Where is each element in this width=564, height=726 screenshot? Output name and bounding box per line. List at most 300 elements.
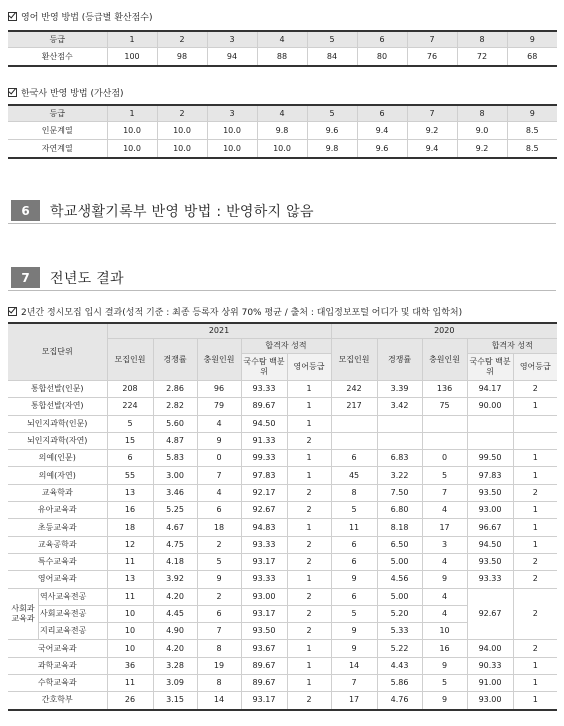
cell: 10.0: [257, 140, 307, 159]
unit-name: 영어교육과: [8, 571, 107, 588]
cell: 94.50: [241, 415, 287, 432]
cell: 3.00: [153, 467, 197, 484]
table-row: [8, 588, 557, 605]
cell: 2: [513, 484, 557, 501]
cell: 11: [107, 588, 153, 605]
cell: 99.33: [241, 450, 287, 467]
cell: 자연계열: [8, 140, 107, 159]
cell: 6: [331, 450, 377, 467]
table-row: [8, 415, 557, 432]
cell: 2: [287, 484, 331, 501]
cell: 93.67: [241, 640, 287, 657]
group-label: 사회과 교육과: [8, 589, 39, 640]
cell: 환산점수: [8, 48, 107, 67]
cell: 9: [422, 571, 467, 588]
cell: 10.0: [157, 140, 207, 159]
table-row: [8, 381, 557, 398]
cell: 3.39: [377, 381, 422, 398]
english-section-title: [8, 10, 153, 23]
cell: 4: [197, 484, 241, 501]
unit-header: 모집단위: [8, 323, 107, 381]
cell: 8: [197, 675, 241, 692]
cell: 93.33: [241, 571, 287, 588]
cell: 3.09: [153, 675, 197, 692]
cell: 0: [422, 450, 467, 467]
table-row: [8, 484, 557, 501]
cell: 4.75: [153, 536, 197, 553]
cell: 7: [197, 623, 241, 640]
cell: 80: [357, 48, 407, 67]
cell: 94: [207, 48, 257, 67]
cell: 90.33: [467, 657, 513, 674]
cell: 17: [331, 692, 377, 710]
cell: 5: [422, 467, 467, 484]
unit-name: 교육학과: [8, 484, 107, 501]
header-cell: 등급: [8, 31, 107, 48]
english-grade-header: 영어등급: [287, 354, 331, 381]
cell: 5.86: [377, 675, 422, 692]
english-grade-header: 영어등급: [513, 354, 557, 381]
korean-history-section-title: [8, 86, 124, 99]
header-cell: 5: [307, 31, 357, 48]
cell: 2: [287, 588, 331, 605]
header-cell: 9: [507, 31, 557, 48]
cell: 3.92: [153, 571, 197, 588]
section-heading: 전년도 결과: [50, 270, 124, 287]
cell: [331, 432, 377, 449]
header-cell: 6: [357, 31, 407, 48]
cell: 0: [197, 450, 241, 467]
cell: 94.17: [467, 381, 513, 398]
cell: [377, 415, 422, 432]
cell: 1: [513, 675, 557, 692]
cell: 7.50: [377, 484, 422, 501]
cell: 5: [197, 553, 241, 570]
pass-header: 합격자 성적: [467, 339, 557, 354]
cell: 97.83: [467, 467, 513, 484]
cell: 242: [331, 381, 377, 398]
unit-name: 의예(자연): [8, 467, 107, 484]
cell: [331, 415, 377, 432]
unit-name: 통합선발(인문): [8, 381, 107, 398]
year-2020-header: 2020: [331, 323, 557, 339]
cell: 14: [197, 692, 241, 710]
cell: 5: [107, 415, 153, 432]
cell: 9: [422, 692, 467, 710]
table-row: [8, 450, 557, 467]
cell: [513, 415, 557, 432]
cell: 10: [107, 640, 153, 657]
cell: 45: [331, 467, 377, 484]
cell: 18: [107, 519, 153, 536]
cell: 4.87: [153, 432, 197, 449]
cell: 9.2: [457, 140, 507, 159]
cell: 93.17: [241, 605, 287, 622]
cell: 96.67: [467, 519, 513, 536]
cell: 5.83: [153, 450, 197, 467]
cell: 4.18: [153, 553, 197, 570]
results-section-title: [8, 305, 462, 318]
cell: 2: [513, 640, 557, 657]
year-2021-header: 2021: [107, 323, 331, 339]
korean-math-header: 국수탐 백분위: [467, 354, 513, 381]
cell: 93.17: [241, 553, 287, 570]
cell: 3.15: [153, 692, 197, 710]
cell: 68: [507, 48, 557, 67]
table-header-row: [8, 31, 557, 48]
cell: 1: [287, 450, 331, 467]
header-cell: 2: [157, 31, 207, 48]
unit-name: 역사교육전공 사회과 교육과: [8, 588, 107, 605]
table-row: [8, 553, 557, 570]
cell: 5: [331, 502, 377, 519]
cell: 8: [197, 640, 241, 657]
quota-header: 모집인원: [107, 339, 153, 381]
cell: 6.83: [377, 450, 422, 467]
cell: 2: [287, 502, 331, 519]
cell: 6: [197, 502, 241, 519]
cell: [467, 415, 513, 432]
cell: 93.17: [241, 692, 287, 710]
cell: 6: [331, 553, 377, 570]
cell: 3.42: [377, 398, 422, 415]
cell: 7: [331, 675, 377, 692]
cell: 1: [287, 467, 331, 484]
cell: 8.5: [507, 122, 557, 140]
table-row: [8, 48, 557, 67]
fill-header: 충원인원: [422, 339, 467, 381]
cell: 55: [107, 467, 153, 484]
cell: 2: [197, 588, 241, 605]
cell: 6: [331, 588, 377, 605]
cell: 4.56: [377, 571, 422, 588]
cell: 1: [287, 571, 331, 588]
checkbox-icon: [8, 88, 17, 97]
unit-name: 의예(인문): [8, 450, 107, 467]
cell: 6: [331, 536, 377, 553]
cell: 72: [457, 48, 507, 67]
cell: 5.25: [153, 502, 197, 519]
merged-score: 92.67: [467, 588, 513, 640]
cell: 136: [422, 381, 467, 398]
cell: 5: [331, 605, 377, 622]
cell: [513, 432, 557, 449]
korean-history-table: [8, 104, 557, 159]
cell: 2: [287, 553, 331, 570]
cell: 4: [422, 553, 467, 570]
header-cell: 4: [257, 31, 307, 48]
cell: 2: [197, 536, 241, 553]
cell: 2: [513, 571, 557, 588]
section-number: 7: [11, 267, 40, 288]
cell: 89.67: [241, 657, 287, 674]
cell: 1: [287, 675, 331, 692]
cell: 인문계열: [8, 122, 107, 140]
cell: 3.46: [153, 484, 197, 501]
cell: 208: [107, 381, 153, 398]
header-cell: 6: [357, 105, 407, 122]
cell: 8.5: [507, 140, 557, 159]
cell: 100: [107, 48, 157, 67]
cell: 2: [513, 553, 557, 570]
cell: 93.50: [467, 553, 513, 570]
cell: 11: [331, 519, 377, 536]
cell: 11: [107, 553, 153, 570]
cell: 2: [287, 605, 331, 622]
section-number: 6: [11, 200, 40, 221]
table-row: [8, 571, 557, 588]
cell: 93.50: [241, 623, 287, 640]
table-row: [8, 467, 557, 484]
table-row: [8, 675, 557, 692]
cell: 79: [197, 398, 241, 415]
year-header-row: [8, 323, 557, 339]
rate-header: 경쟁률: [377, 339, 422, 381]
cell: 9.4: [407, 140, 457, 159]
cell: 75: [422, 398, 467, 415]
cell: 4.45: [153, 605, 197, 622]
cell: 94.00: [467, 640, 513, 657]
cell: 5.22: [377, 640, 422, 657]
unit-name: 초등교육과: [8, 519, 107, 536]
cell: 16: [422, 640, 467, 657]
cell: 91.00: [467, 675, 513, 692]
cell: 9.0: [457, 122, 507, 140]
cell: 90.00: [467, 398, 513, 415]
cell: 2: [287, 692, 331, 710]
cell: 1: [513, 692, 557, 710]
header-cell: 1: [107, 105, 157, 122]
section-heading: 학교생활기록부 반영 방법 : 반영하지 않음: [50, 203, 314, 220]
cell: 4: [422, 605, 467, 622]
header-cell: 1: [107, 31, 157, 48]
cell: 2: [287, 432, 331, 449]
cell: 10.0: [207, 122, 257, 140]
cell: [422, 432, 467, 449]
header-cell: 8: [457, 105, 507, 122]
header-cell: 8: [457, 31, 507, 48]
unit-name: 뇌인지과학(인문): [8, 415, 107, 432]
cell: 76: [407, 48, 457, 67]
cell: 93.50: [467, 484, 513, 501]
cell: 1: [287, 640, 331, 657]
cell: 98: [157, 48, 207, 67]
cell: 93.00: [241, 588, 287, 605]
cell: 2: [513, 381, 557, 398]
table-row: [8, 502, 557, 519]
cell: 5.00: [377, 588, 422, 605]
cell: 1: [287, 519, 331, 536]
cell: 1: [513, 536, 557, 553]
pass-header: 합격자 성적: [241, 339, 331, 354]
cell: 4.43: [377, 657, 422, 674]
cell: 9: [331, 623, 377, 640]
cell: 16: [107, 502, 153, 519]
unit-name: 국어교육과: [8, 640, 107, 657]
cell: 2: [287, 623, 331, 640]
unit-name: 사회교육전공: [8, 605, 107, 622]
cell: 10: [422, 623, 467, 640]
cell: 1: [287, 415, 331, 432]
cell: 84: [307, 48, 357, 67]
header-cell: 4: [257, 105, 307, 122]
results-section-title-text: 2년간 정시모집 입시 결과(성적 기준 : 최종 등록자 상위 70% 평균 / 출처 : 대입정보포털 어디가 및 대학 입학처): [21, 308, 463, 318]
cell: 26: [107, 692, 153, 710]
cell: 4.90: [153, 623, 197, 640]
cell: 1: [513, 502, 557, 519]
cell: 88: [257, 48, 307, 67]
cell: 9.6: [307, 122, 357, 140]
cell: 11: [107, 675, 153, 692]
cell: 9: [197, 571, 241, 588]
cell: 3.28: [153, 657, 197, 674]
cell: 9.4: [357, 122, 407, 140]
cell: 9: [331, 571, 377, 588]
cell: 8.18: [377, 519, 422, 536]
header-cell: 7: [407, 105, 457, 122]
cell: 19: [197, 657, 241, 674]
cell: 91.33: [241, 432, 287, 449]
cell: 9.6: [357, 140, 407, 159]
cell: 2.86: [153, 381, 197, 398]
korean-math-header: 국수탐 백분위: [241, 354, 287, 381]
header-cell: 5: [307, 105, 357, 122]
cell: 93.33: [241, 381, 287, 398]
cell: 93.00: [467, 692, 513, 710]
cell: 89.67: [241, 398, 287, 415]
fill-header: 충원인원: [197, 339, 241, 381]
cell: 5.33: [377, 623, 422, 640]
table-row: [8, 122, 557, 140]
cell: [467, 432, 513, 449]
header-cell: 3: [207, 105, 257, 122]
cell: 6.80: [377, 502, 422, 519]
cell: 14: [331, 657, 377, 674]
header-cell: 9: [507, 105, 557, 122]
cell: 36: [107, 657, 153, 674]
table-row: [8, 398, 557, 415]
cell: 1: [513, 657, 557, 674]
cell: 10.0: [107, 122, 157, 140]
header-cell: 3: [207, 31, 257, 48]
section-7-banner: [8, 264, 556, 291]
cell: 4.76: [377, 692, 422, 710]
cell: 13: [107, 484, 153, 501]
cell: 1: [287, 398, 331, 415]
cell: 5: [422, 675, 467, 692]
table-row: [8, 432, 557, 449]
cell: 10: [107, 605, 153, 622]
cell: 9.2: [407, 122, 457, 140]
cell: 12: [107, 536, 153, 553]
cell: 4.67: [153, 519, 197, 536]
cell: 93.33: [467, 571, 513, 588]
cell: 1: [513, 467, 557, 484]
table-row: [8, 140, 557, 159]
cell: 9: [197, 432, 241, 449]
cell: 224: [107, 398, 153, 415]
unit-name: 뇌인지과학(자연): [8, 432, 107, 449]
cell: [422, 415, 467, 432]
cell: 4: [422, 588, 467, 605]
cell: 7: [197, 467, 241, 484]
table-row: [8, 692, 557, 710]
cell: 94.83: [241, 519, 287, 536]
cell: 10: [107, 623, 153, 640]
cell: 92.67: [241, 502, 287, 519]
cell: [377, 432, 422, 449]
cell: 10.0: [207, 140, 257, 159]
cell: 92.17: [241, 484, 287, 501]
cell: 3: [422, 536, 467, 553]
cell: 8: [331, 484, 377, 501]
english-section-title-text: 영어 반영 방법 (등급별 환산점수): [21, 13, 153, 23]
cell: 13: [107, 571, 153, 588]
checkbox-icon: [8, 12, 17, 21]
cell: 17: [422, 519, 467, 536]
checkbox-icon: [8, 307, 17, 316]
english-score-table: [8, 30, 557, 67]
unit-name: 수학교육과: [8, 675, 107, 692]
cell: 7: [422, 484, 467, 501]
cell: 94.50: [467, 536, 513, 553]
cell: 5.60: [153, 415, 197, 432]
cell: 1: [513, 450, 557, 467]
cell: 4.20: [153, 640, 197, 657]
table-row: [8, 519, 557, 536]
cell: 2.82: [153, 398, 197, 415]
section-6-banner: [8, 197, 556, 224]
cell: 9.8: [257, 122, 307, 140]
cell: 1: [287, 381, 331, 398]
quota-header: 모집인원: [331, 339, 377, 381]
cell: 4: [197, 415, 241, 432]
cell: 3.22: [377, 467, 422, 484]
cell: 2: [287, 536, 331, 553]
cell: 6: [197, 605, 241, 622]
cell: 96: [197, 381, 241, 398]
header-cell: 등급: [8, 105, 107, 122]
unit-name: 교육공학과: [8, 536, 107, 553]
cell: 9: [331, 640, 377, 657]
admission-results-table: [8, 322, 557, 711]
header-cell: 7: [407, 31, 457, 48]
rate-header: 경쟁률: [153, 339, 197, 381]
cell: 15: [107, 432, 153, 449]
cell: 1: [513, 398, 557, 415]
cell: 10.0: [157, 122, 207, 140]
unit-name: 지리교육전공: [8, 623, 107, 640]
cell: 6.50: [377, 536, 422, 553]
table-row: [8, 657, 557, 674]
cell: 89.67: [241, 675, 287, 692]
cell: 9: [422, 657, 467, 674]
cell: 1: [513, 519, 557, 536]
cell: 6: [107, 450, 153, 467]
cell: 5.00: [377, 553, 422, 570]
cell: 4.20: [153, 588, 197, 605]
cell: 217: [331, 398, 377, 415]
cell: 97.83: [241, 467, 287, 484]
cell: 1: [287, 657, 331, 674]
cell: 93.00: [467, 502, 513, 519]
unit-name: 과학교육과: [8, 657, 107, 674]
unit-name: 특수교육과: [8, 553, 107, 570]
cell: 99.50: [467, 450, 513, 467]
cell: 9.8: [307, 140, 357, 159]
merged-grade: 2: [513, 588, 557, 640]
header-cell: 2: [157, 105, 207, 122]
